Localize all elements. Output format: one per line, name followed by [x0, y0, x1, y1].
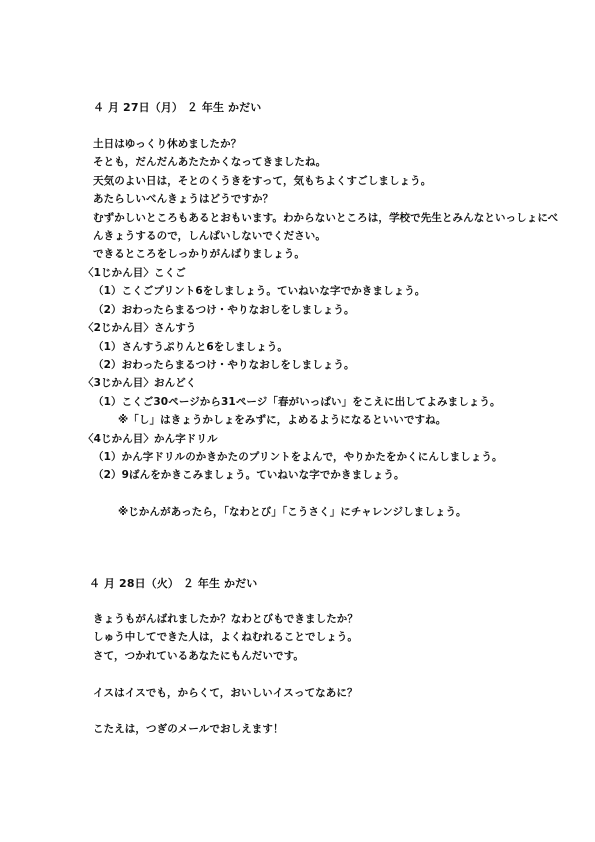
day1-intro-line: 土日はゆっくり休めましたか？ [93, 138, 242, 150]
day1-heading: ４ 月 27日（月） ２ 年生 かだい [93, 101, 262, 114]
day2-line: しゅう中してできた人は，よくねむれることでしょう。 [93, 631, 358, 643]
period-3-label: 〈3じかん目〉おんどく [83, 377, 197, 389]
day1-intro-line: そとも，だんだんあたたかくなってきましたね。 [93, 156, 327, 168]
day2-heading: ４ 月 28日（火） ２ 年生 かだい [89, 577, 258, 590]
day2-line: さて，つかれているあなたにもんだいです。 [93, 650, 304, 662]
period-4-item: （2）9ばんをかきこみましょう。ていねいな字でかきましょう。 [93, 469, 405, 481]
period-1-label: 〈1じかん目〉こくご [83, 267, 186, 279]
day1-intro-line: できるところをしっかりがんばりましょう。 [93, 248, 305, 260]
period-4-item: （1）かん字ドリルのかきかたのプリントをよんで，やりかたをかくにんしましょう。 [93, 451, 503, 463]
day1-intro-line: んきょうするので，しんぱいしないでください。 [93, 230, 326, 242]
day1-intro-line: むずかしいところもあるとおもいます。わからないところは，学校で先生とみんなといっしょにべ [93, 212, 559, 224]
day1-intro-line: 天気のよい日は，そとのくうきをすって，気もちよくすごしましょう。 [93, 175, 432, 187]
day2-riddle: イスはイスでも，からくて，おいしいイスってなあに？ [93, 687, 358, 699]
period-2-item: （2）おわったらまるつけ・やりなおしをしましょう。 [93, 359, 355, 371]
day2-closing: こたえは，つぎのメールでおしえます！ [93, 723, 284, 735]
period-1-item: （2）おわったらまるつけ・やりなおしをしましょう。 [93, 304, 355, 316]
period-4-label: 〈4じかん目〉かん字ドリル [83, 433, 218, 445]
period-1-item: （1）こくごプリント6をしましょう。ていねいな字でかきましょう。 [93, 285, 426, 297]
day1-footer-note: ※じかんがあったら，「なわとび」「こうさく」にチャレンジしましょう。 [118, 506, 467, 518]
period-2-label: 〈2じかん目〉さんすう [83, 322, 197, 334]
period-2-item: （1）さんすうぷりんと6をしましょう。 [93, 341, 289, 353]
day1-intro-line: あたらしいべんきょうはどうですか？ [93, 193, 274, 205]
period-3-note: ※「し」はきょうかしょをみずに，よめるようになるといいですね。 [118, 414, 447, 426]
day2-line: きょうもがんばれましたか？なわとびもできましたか？ [93, 613, 358, 625]
period-3-item: （1）こくご30ページから31ページ「春がいっぱい」をこえに出してよみましょう。 [93, 396, 501, 408]
